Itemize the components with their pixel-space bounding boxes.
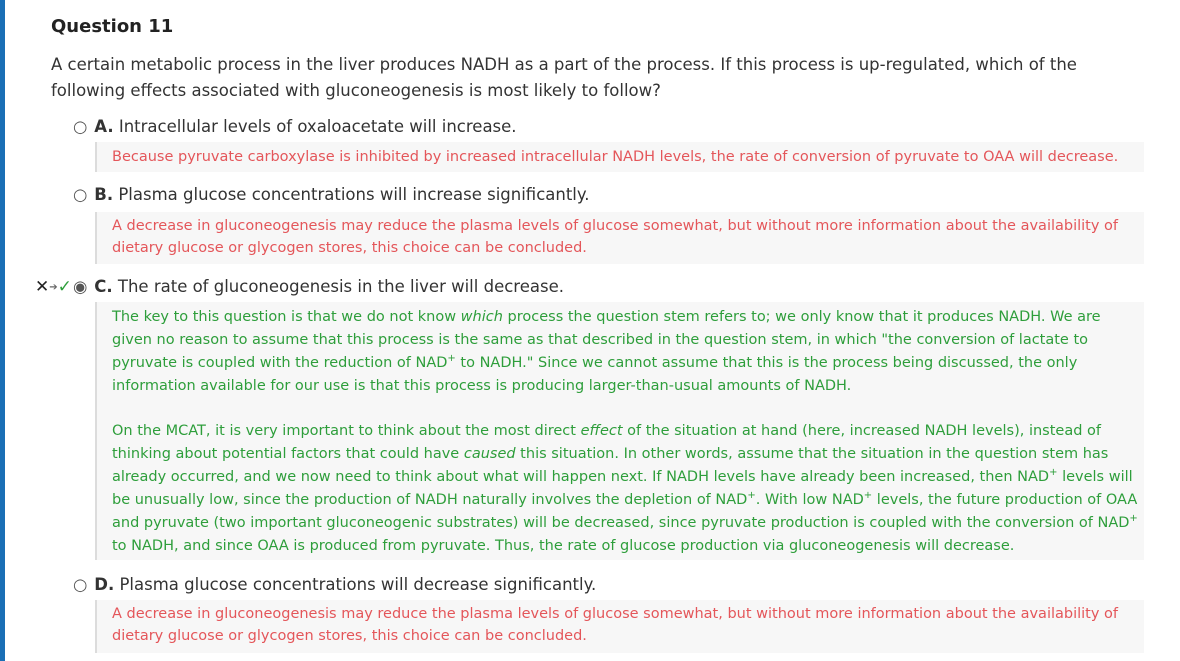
explanation-c — [95, 302, 1144, 560]
explanation-b — [95, 212, 1144, 264]
explanation-text: Because pyruvate carboxylase is inhibited by increased intracellular NADH levels, the rate of conversion of pyruvate to OAA will decrease. — [112, 149, 1119, 165]
x-icon: ✕ — [35, 277, 50, 297]
explanation-paragraph-1: The key to this question is that we do not know which process the question stem refers to; we only know that it produces NADH. We are given no reason to assume that this process is the same as that described in the question stem, in which "the conversion of lactate to pyruvate is coupled with the reduction of NAD+ to NADH." Since we cannot assume that this is the process being discussed, the only information available for our use is that this process is producing larger-than-usual amounts of NADH. — [112, 309, 1101, 394]
choice-b[interactable] — [73, 185, 590, 204]
radio-empty-icon[interactable]: ○ — [73, 185, 88, 204]
explanation-text: A decrease in gluconeogenesis may reduce the plasma levels of glucose somewhat, but without more information about the availability of dietary glucose or glycogen stores, this choice can be concluded. — [112, 606, 1119, 644]
choice-text: Plasma glucose concentrations will increase significantly. — [118, 185, 590, 204]
choice-letter: D. — [94, 575, 115, 594]
answer-marks — [35, 277, 72, 297]
check-icon: ✓ — [57, 277, 72, 297]
radio-selected-icon[interactable]: ◉ — [73, 277, 88, 296]
explanation-paragraph-2: On the MCAT, it is very important to think about the most direct effect of the situation at hand (here, increased NADH levels), instead of thinking about potential factors that could have caused this situation. In other words, assume that the situation in the question stem has already occurred, and we now need to think about what will happen next. If NADH levels have already been increased, then NAD+ levels will be unusually low, since the production of NADH naturally involves the depletion of NAD+. With low NAD+ levels, the future production of OAA and pyruvate (two important gluconeogenic substrates) will be decreased, since pyruvate production is coupled with the conversion of NAD+ to NADH, and since OAA is produced from pyruvate. Thus, the rate of glucose production via gluconeogenesis will decrease. — [112, 423, 1138, 554]
choice-text: Intracellular levels of oxaloacetate will increase. — [118, 117, 517, 136]
radio-empty-icon[interactable]: ○ — [73, 575, 88, 594]
choice-c[interactable] — [35, 277, 564, 297]
choice-d[interactable] — [73, 575, 596, 594]
choice-letter: B. — [94, 185, 114, 204]
choice-text: The rate of gluconeogenesis in the liver will decrease. — [117, 277, 564, 296]
explanation-a — [95, 142, 1144, 172]
radio-empty-icon[interactable]: ○ — [73, 117, 88, 136]
choice-letter: C. — [94, 277, 113, 296]
choice-letter: A. — [94, 117, 114, 136]
explanation-d — [95, 600, 1144, 653]
explanation-text: A decrease in gluconeogenesis may reduce the plasma levels of glucose somewhat, but without more information about the availability of dietary glucose or glycogen stores, this choice can be concluded. — [112, 218, 1119, 256]
question-stem: A certain metabolic process in the liver produces NADH as a part of the process. If this process is up-regulated, which of the following effects associated with gluconeogenesis is most likely to follow? — [51, 55, 1077, 100]
choice-text: Plasma glucose concentrations will decrease significantly. — [119, 575, 597, 594]
arrow-right-icon: ➔ — [49, 282, 58, 293]
left-accent-bar — [0, 0, 5, 661]
question-title: Question 11 — [51, 16, 174, 37]
choice-a[interactable] — [73, 117, 517, 136]
